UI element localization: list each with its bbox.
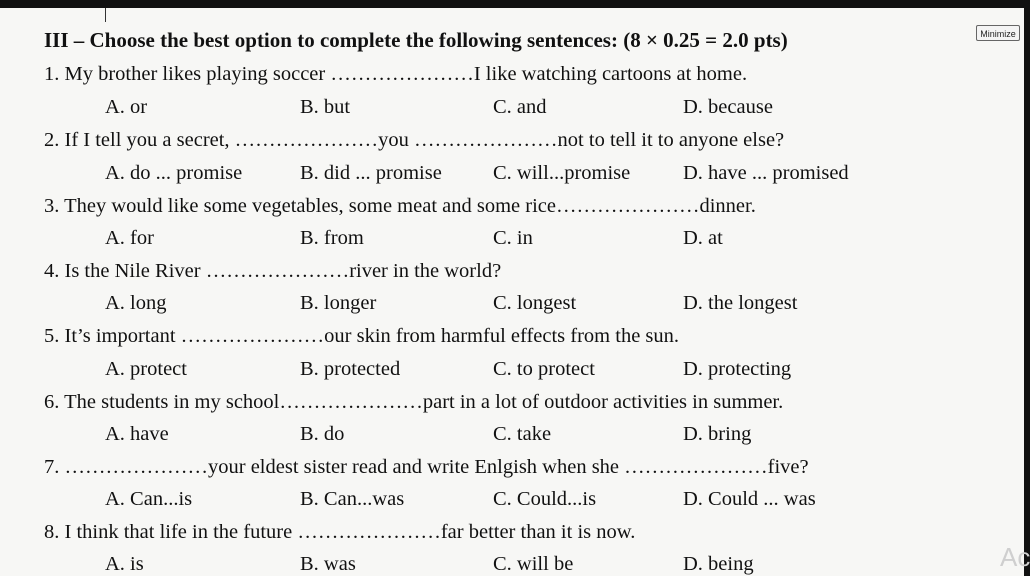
question-4-option-a[interactable]: A. long [105, 292, 167, 314]
section-heading: III – Choose the best option to complete the following sentences: (8 × 0.25 = 2.0 pts) [44, 28, 788, 52]
question-2-option-b[interactable]: B. did ... promise [300, 162, 442, 184]
question-1-option-b[interactable]: B. but [300, 96, 351, 118]
question-4-option-c[interactable]: C. longest [493, 292, 577, 314]
question-5: 5. It’s important …………………our skin from harmful effects from the sun. [44, 325, 680, 347]
question-3-option-b[interactable]: B. from [300, 227, 364, 249]
question-2-option-d[interactable]: D. have ... promised [683, 162, 849, 184]
question-3-option-a[interactable]: A. for [105, 227, 154, 249]
question-7-option-d[interactable]: D. Could ... was [683, 488, 816, 510]
question-6-option-c[interactable]: C. take [493, 423, 552, 445]
question-5-option-c[interactable]: C. to protect [493, 358, 595, 380]
question-5-option-d[interactable]: D. protecting [683, 358, 792, 380]
question-8-option-a[interactable]: A. is [105, 553, 144, 575]
question-2-option-a[interactable]: A. do ... promise [105, 162, 243, 184]
question-8-option-d[interactable]: D. being [683, 553, 754, 575]
question-8-option-c[interactable]: C. will be [493, 553, 574, 575]
question-7-option-a[interactable]: A. Can...is [105, 488, 193, 510]
question-5-option-b[interactable]: B. protected [300, 358, 401, 380]
question-7-option-b[interactable]: B. Can...was [300, 488, 405, 510]
question-7-option-c[interactable]: C. Could...is [493, 488, 597, 510]
question-3-option-d[interactable]: D. at [683, 227, 723, 249]
question-3-option-c[interactable]: C. in [493, 227, 533, 249]
question-1-option-c[interactable]: C. and [493, 96, 547, 118]
watermark-text: Ac [1000, 542, 1030, 572]
question-6: 6. The students in my school…………………part in a lot of outdoor activities in summer. [44, 391, 784, 413]
question-6-option-a[interactable]: A. have [105, 423, 169, 445]
question-8: 8. I think that life in the future …………………far better than it is now. [44, 521, 636, 543]
question-2: 2. If I tell you a secret, …………………you …………………not to tell it to anyone else? [44, 129, 785, 151]
question-7: 7. …………………your eldest sister read and write Enlgish when she …………………five? [44, 456, 809, 478]
question-6-option-b[interactable]: B. do [300, 423, 345, 445]
question-8-option-b[interactable]: B. was [300, 553, 356, 575]
document-page [0, 8, 1030, 576]
question-2-option-c[interactable]: C. will...promise [493, 162, 631, 184]
question-6-option-d[interactable]: D. bring [683, 423, 752, 445]
question-1: 1. My brother likes playing soccer …………………I like watching cartoons at home. [44, 63, 748, 85]
question-5-option-a[interactable]: A. protect [105, 358, 187, 380]
minimize-button[interactable]: Minimize [976, 25, 1020, 41]
text-cursor-mark [105, 8, 106, 22]
question-4-option-d[interactable]: D. the longest [683, 292, 798, 314]
question-4: 4. Is the Nile River …………………river in the world? [44, 260, 502, 282]
question-1-option-d[interactable]: D. because [683, 96, 773, 118]
question-3: 3. They would like some vegetables, some meat and some rice…………………dinner. [44, 195, 756, 217]
question-4-option-b[interactable]: B. longer [300, 292, 377, 314]
question-1-option-a[interactable]: A. or [105, 96, 148, 118]
